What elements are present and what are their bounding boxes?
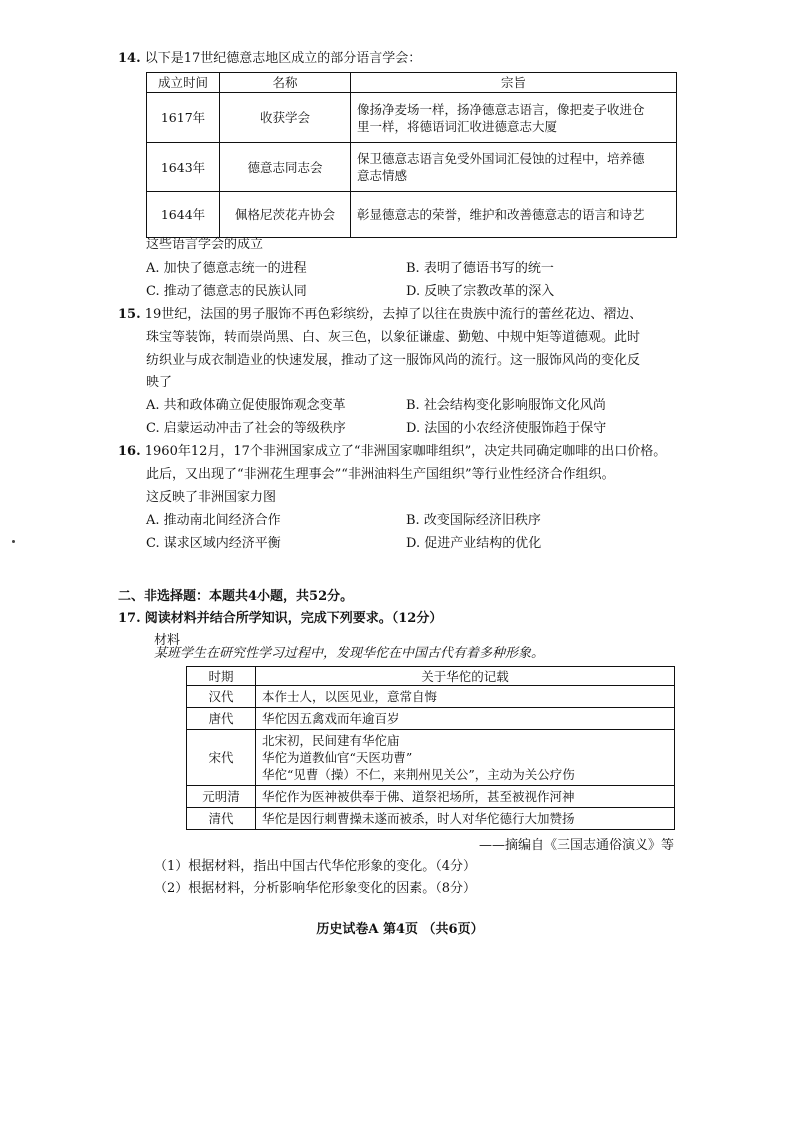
q15-line-1 — [118, 306, 642, 324]
q17-material-label: 材料 — [154, 633, 181, 648]
row-name: 收获学会 — [220, 93, 351, 143]
q15-option-a: A. 共和政体确立促使服饰观念变革 — [146, 398, 346, 413]
table-row — [147, 93, 677, 143]
q14-prompt: 这些语言学会的成立 — [146, 237, 264, 252]
row-period: 唐代 — [187, 708, 256, 730]
q16-option-a: A. 推动南北间经济合作 — [146, 513, 281, 528]
row-period: 元明清 — [187, 786, 256, 808]
header-year: 成立时间 — [147, 73, 220, 93]
q14-language-society-table — [146, 72, 677, 238]
q17-material-intro: 某班学生在研究性学习过程中，发现华佗在中国古代有着多种形象。 — [154, 646, 545, 661]
table-row — [187, 808, 675, 830]
header-records: 关于华佗的记载 — [256, 667, 675, 686]
q15-option-d: D. 法国的小农经济使服饰趋于保守 — [406, 421, 607, 436]
row-record: 华佗因五禽戏而年逾百岁 — [256, 708, 675, 730]
q17-sub-question-1: （1）根据材料，指出中国古代华佗形象的变化。（4分） — [154, 859, 477, 874]
table-header-row — [187, 667, 675, 686]
table-row — [187, 730, 675, 786]
row-aim-line: 意志情感 — [357, 168, 408, 183]
row-record: 本作士人，以医见业，意常自悔 — [256, 686, 675, 708]
q16-text: 1960年12月，17个非洲国家成立了“非洲国家咖啡组织”，决定共同确定咖啡的出口价格。 — [144, 444, 667, 459]
q14-stem-text: 以下是17世纪德意志地区成立的部分语言学会： — [144, 51, 422, 66]
q17-stem-text: 阅读材料并结合所学知识，完成下列要求。（12分） — [144, 611, 443, 626]
q15-option-c: C. 启蒙运动冲击了社会的等级秩序 — [146, 421, 346, 436]
row-period: 清代 — [187, 808, 256, 830]
row-aim-line: 保卫德意志语言免受外国词汇侵蚀的过程中，培养德 — [357, 151, 645, 166]
row-aim-line: 彰显德意志的荣誉，维护和改善德意志的语言和诗艺 — [357, 207, 645, 222]
row-period: 宋代 — [187, 730, 256, 786]
table-row — [187, 786, 675, 808]
q17-number: 17. — [118, 611, 141, 626]
q14-option-a: A. 加快了德意志统一的进程 — [146, 261, 307, 276]
q15-line-2: 珠宝等装饰，转而崇尚黑、白、灰三色，以象征谦虚、勤勉、中规中矩等道德观。此时 — [146, 330, 641, 345]
row-record-line: 华佗为道教仙官“天医功曹” — [262, 750, 413, 765]
q15-number: 15. — [118, 307, 141, 322]
row-record: 华佗作为医神被供奉于佛、道祭祀场所，甚至被视作河神 — [256, 786, 675, 808]
scan-speck — [12, 540, 15, 543]
row-year: 1643年 — [147, 143, 220, 192]
q16-line-2: 此后，又出现了“非洲花生理事会”“非洲油料生产国组织”等行业性经济合作组织。 — [146, 467, 615, 482]
q14-option-b: B. 表明了德语书写的统一 — [406, 261, 554, 276]
q16-option-c: C. 谋求区域内经济平衡 — [146, 536, 281, 551]
q14-option-c: C. 推动了德意志的民族认同 — [146, 284, 307, 299]
q16-number: 16. — [118, 444, 141, 459]
row-aim-line: 里一样，将德语词汇收进德意志大厦 — [357, 118, 558, 134]
table-header-row — [147, 73, 677, 93]
row-name: 德意志同志会 — [220, 143, 351, 192]
row-record — [256, 730, 675, 786]
row-year: 1644年 — [147, 192, 220, 238]
q14-option-d: D. 反映了宗教改革的深入 — [406, 284, 555, 299]
q15-line-4: 映了 — [146, 375, 173, 390]
q16-option-d: D. 促进产业结构的优化 — [406, 536, 542, 551]
section-2-title: 二、非选择题：本题共4小题，共52分。 — [118, 589, 354, 604]
row-aim — [351, 143, 677, 192]
q17-sub-question-2: （2）根据材料，分析影响华佗形象变化的因素。（8分） — [154, 881, 477, 896]
table-row — [147, 143, 677, 192]
row-name: 佩格尼茨花卉协会 — [220, 192, 351, 238]
row-record-line: 华佗“见曹（操）不仁，来荆州见关公”，主动为关公疗伤 — [262, 767, 575, 782]
row-period: 汉代 — [187, 686, 256, 708]
table-row — [187, 686, 675, 708]
row-aim-line: 像扬净麦场一样，扬净德意志语言，像把麦子收进仓 — [357, 101, 645, 117]
row-record: 华佗是因行刺曹操未遂而被杀，时人对华佗德行大加赞扬 — [256, 808, 675, 830]
q17-source-citation: ——摘编自《三国志通俗演义》等 — [478, 838, 674, 853]
page-footer: 历史试卷A 第4页 （共6页） — [316, 922, 484, 937]
header-name: 名称 — [220, 73, 351, 93]
q17-hua-tuo-table — [186, 666, 675, 830]
row-aim — [351, 192, 677, 238]
row-record-line: 北宋初，民间建有华佗庙 — [262, 733, 400, 748]
q14-number: 14. — [118, 51, 141, 66]
q14-stem — [118, 50, 421, 68]
q15-line-3: 纺织业与成衣制造业的快速发展，推动了这一服饰风尚的流行。这一服饰风尚的变化反 — [146, 353, 641, 368]
q16-option-b: B. 改变国际经济旧秩序 — [406, 513, 541, 528]
q16-line-3: 这反映了非洲国家力图 — [146, 490, 277, 505]
q17-stem — [118, 610, 442, 628]
header-aim: 宗旨 — [351, 73, 677, 93]
table-row — [147, 192, 677, 238]
q15-option-b: B. 社会结构变化影响服饰文化风尚 — [406, 398, 606, 413]
q16-line-1 — [118, 443, 666, 461]
q15-text: 19世纪，法国的男子服饰不再色彩缤纷，去掉了以往在贵族中流行的蕾丝花边、褶边、 — [144, 307, 643, 322]
table-row — [187, 708, 675, 730]
row-aim — [351, 93, 677, 143]
header-period: 时期 — [187, 667, 256, 686]
row-year: 1617年 — [147, 93, 220, 143]
